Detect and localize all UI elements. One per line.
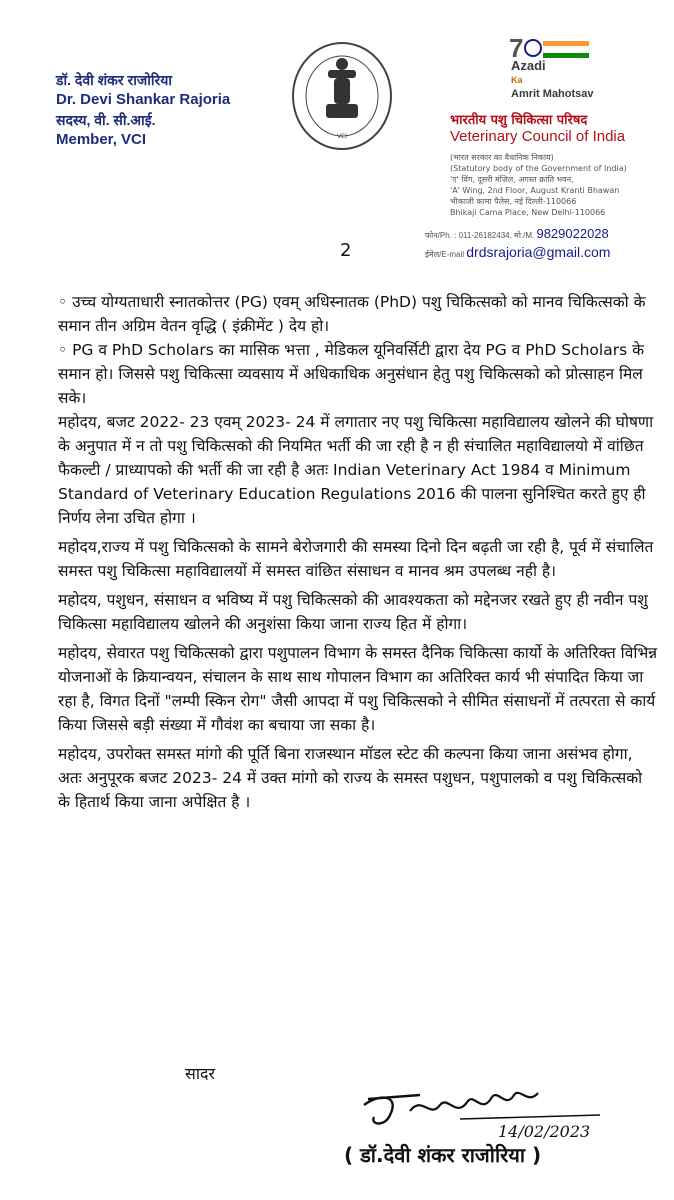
- letter-body: [58, 290, 658, 814]
- council-name-english: Veterinary Council of India: [450, 128, 626, 145]
- paragraph-2: ◦ PG व PhD Scholars का मासिक भत्ता , मेडिकल यूनिवर्सिटी द्वारा देय PG व PhD Scholars के समान हो। जिससे पशु चिकित्सा व्यवसाय में अधिकाधिक अनुसंधान हेतु पशु चिकित्सको को प्रोत्साहन मिल सके।: [58, 341, 644, 407]
- sender-name-hindi: डॉ. देवी शंकर राजोरिया: [56, 72, 172, 88]
- sender-role-hindi: सदस्य, वी. सी.आई.: [56, 112, 156, 128]
- closing-salutation: सादर: [185, 1064, 216, 1083]
- svg-text:VCI: VCI: [336, 133, 348, 140]
- signature-date: 14/02/2023: [498, 1122, 591, 1141]
- paragraph-4: महोदय,राज्य में पशु चिकित्सको के सामने बेरोजगारी की समस्या दिनो दिन बढ़ती जा रही है, पूर्व में संचालित समस्त पशु चिकित्सा महाविद्यालयों में समस्त वांछित संसाधन व मानव श्रम उपलब्ध नही है।: [58, 538, 654, 580]
- handwritten-signature: [360, 1075, 620, 1145]
- page-number: 2: [340, 240, 352, 261]
- council-name-hindi: भारतीय पशु चिकित्सा परिषद: [450, 113, 588, 128]
- council-address: (भारत सरकार का वैधानिक निकाय) (Statutory body of the Government of India) 'ए' विंग, दूसरी मंज़िल, अगस्त क्रांति भवन, 'A' Wing, 2nd Floor, August Kranti Bhawan भीकाजी कामा पैलेस, नई दिल्ली-110066 Bhikaji Cama Place, New Delhi-110066: [450, 153, 627, 217]
- sender-block: [56, 70, 230, 150]
- email-line: ईमेल/E-mail drdsrajoria@gmail.com: [425, 244, 611, 260]
- letterhead: [0, 0, 674, 270]
- paragraph-7: महोदय, उपरोक्त समस्त मांगो की पूर्ति बिना राजस्थान मॉडल स्टेट की कल्पना किया जाना असंभव होगा, अतः अनुपूरक बजट 2023- 24 में उक्त मांगो को राज्य के समस्त पशुधन, पशुपालको व पशु चिकित्सको के हितार्थ किया जाना अपेक्षित है ।: [58, 745, 643, 811]
- signatory-name: ( डॉ.देवी शंकर राजोरिया ): [344, 1143, 542, 1167]
- svg-text:7: 7: [509, 35, 524, 63]
- sender-name-english: Dr. Devi Shankar Rajoria: [56, 91, 231, 108]
- paragraph-6: महोदय, सेवारत पशु चिकित्सको द्वारा पशुपालन विभाग के समस्त दैनिक चिकित्सा कार्यो के अतिरिक्त विभिन्न योजनाओं के क्रियान्वयन, संचालन के साथ साथ गोपालन विभाग का अतिरिक्त कार्य भी संपादित किया जा रहा है, विगत दिनों "लम्पी स्किन रोग" जैसी आपदा में पशु चिकित्सको ने सीमित संसाधनों में तत्परता से कार्य किया जिससे बड़ी संख्या में गौवंश का बचाया जा सका है।: [58, 644, 658, 734]
- azadi-text: Azadi Ka Amrit Mahotsav: [511, 58, 594, 100]
- paragraph-5: महोदय, पशुधन, संसाधन व भविष्य में पशु चिकित्सको की आवश्यकता को मद्देनजर रखते हुए ही नवीन पशु चिकित्सा महाविद्यालय खोलने की अनुशंसा किया जाना राज्य हित में होगा।: [58, 591, 648, 633]
- sender-role-english: Member, VCI: [56, 131, 147, 148]
- email-address: drdsrajoria@gmail.com: [466, 244, 611, 260]
- vci-seal-icon: [290, 40, 394, 152]
- paragraph-1: ◦ उच्च योग्यताधारी स्नातकोत्तर (PG) एवम् अधिस्नातक (PhD) पशु चिकित्सको को मानव चिकित्सको के समान तीन अग्रिम वेतन वृद्धि ( इंक्रीमेंट ) देय हो।: [58, 293, 646, 335]
- mobile-number: 9829022028: [536, 226, 609, 241]
- paragraph-3: महोदय, बजट 2022- 23 एवम् 2023- 24 में लगातार नए पशु चिकित्सा महाविद्यालय खोलने की घोषणा के अनुपात में न तो पशु चिकित्सको की नियमित भर्ती की जा रही है न ही संचालित महाविद्यालयो में वांछित फैकल्टी / प्राध्यापको की भर्ती की जा रही है अतः Indian Veterinary Act 1984 व Minimum Standard of Veterinary Education Regulations 2016 की पालना सुनिश्चित करते हुए ही निर्णय लेना उचित होगा ।: [58, 413, 654, 527]
- phone-line: फोन/Ph. : 011-26182434, मो./M. 9829022028: [425, 226, 609, 241]
